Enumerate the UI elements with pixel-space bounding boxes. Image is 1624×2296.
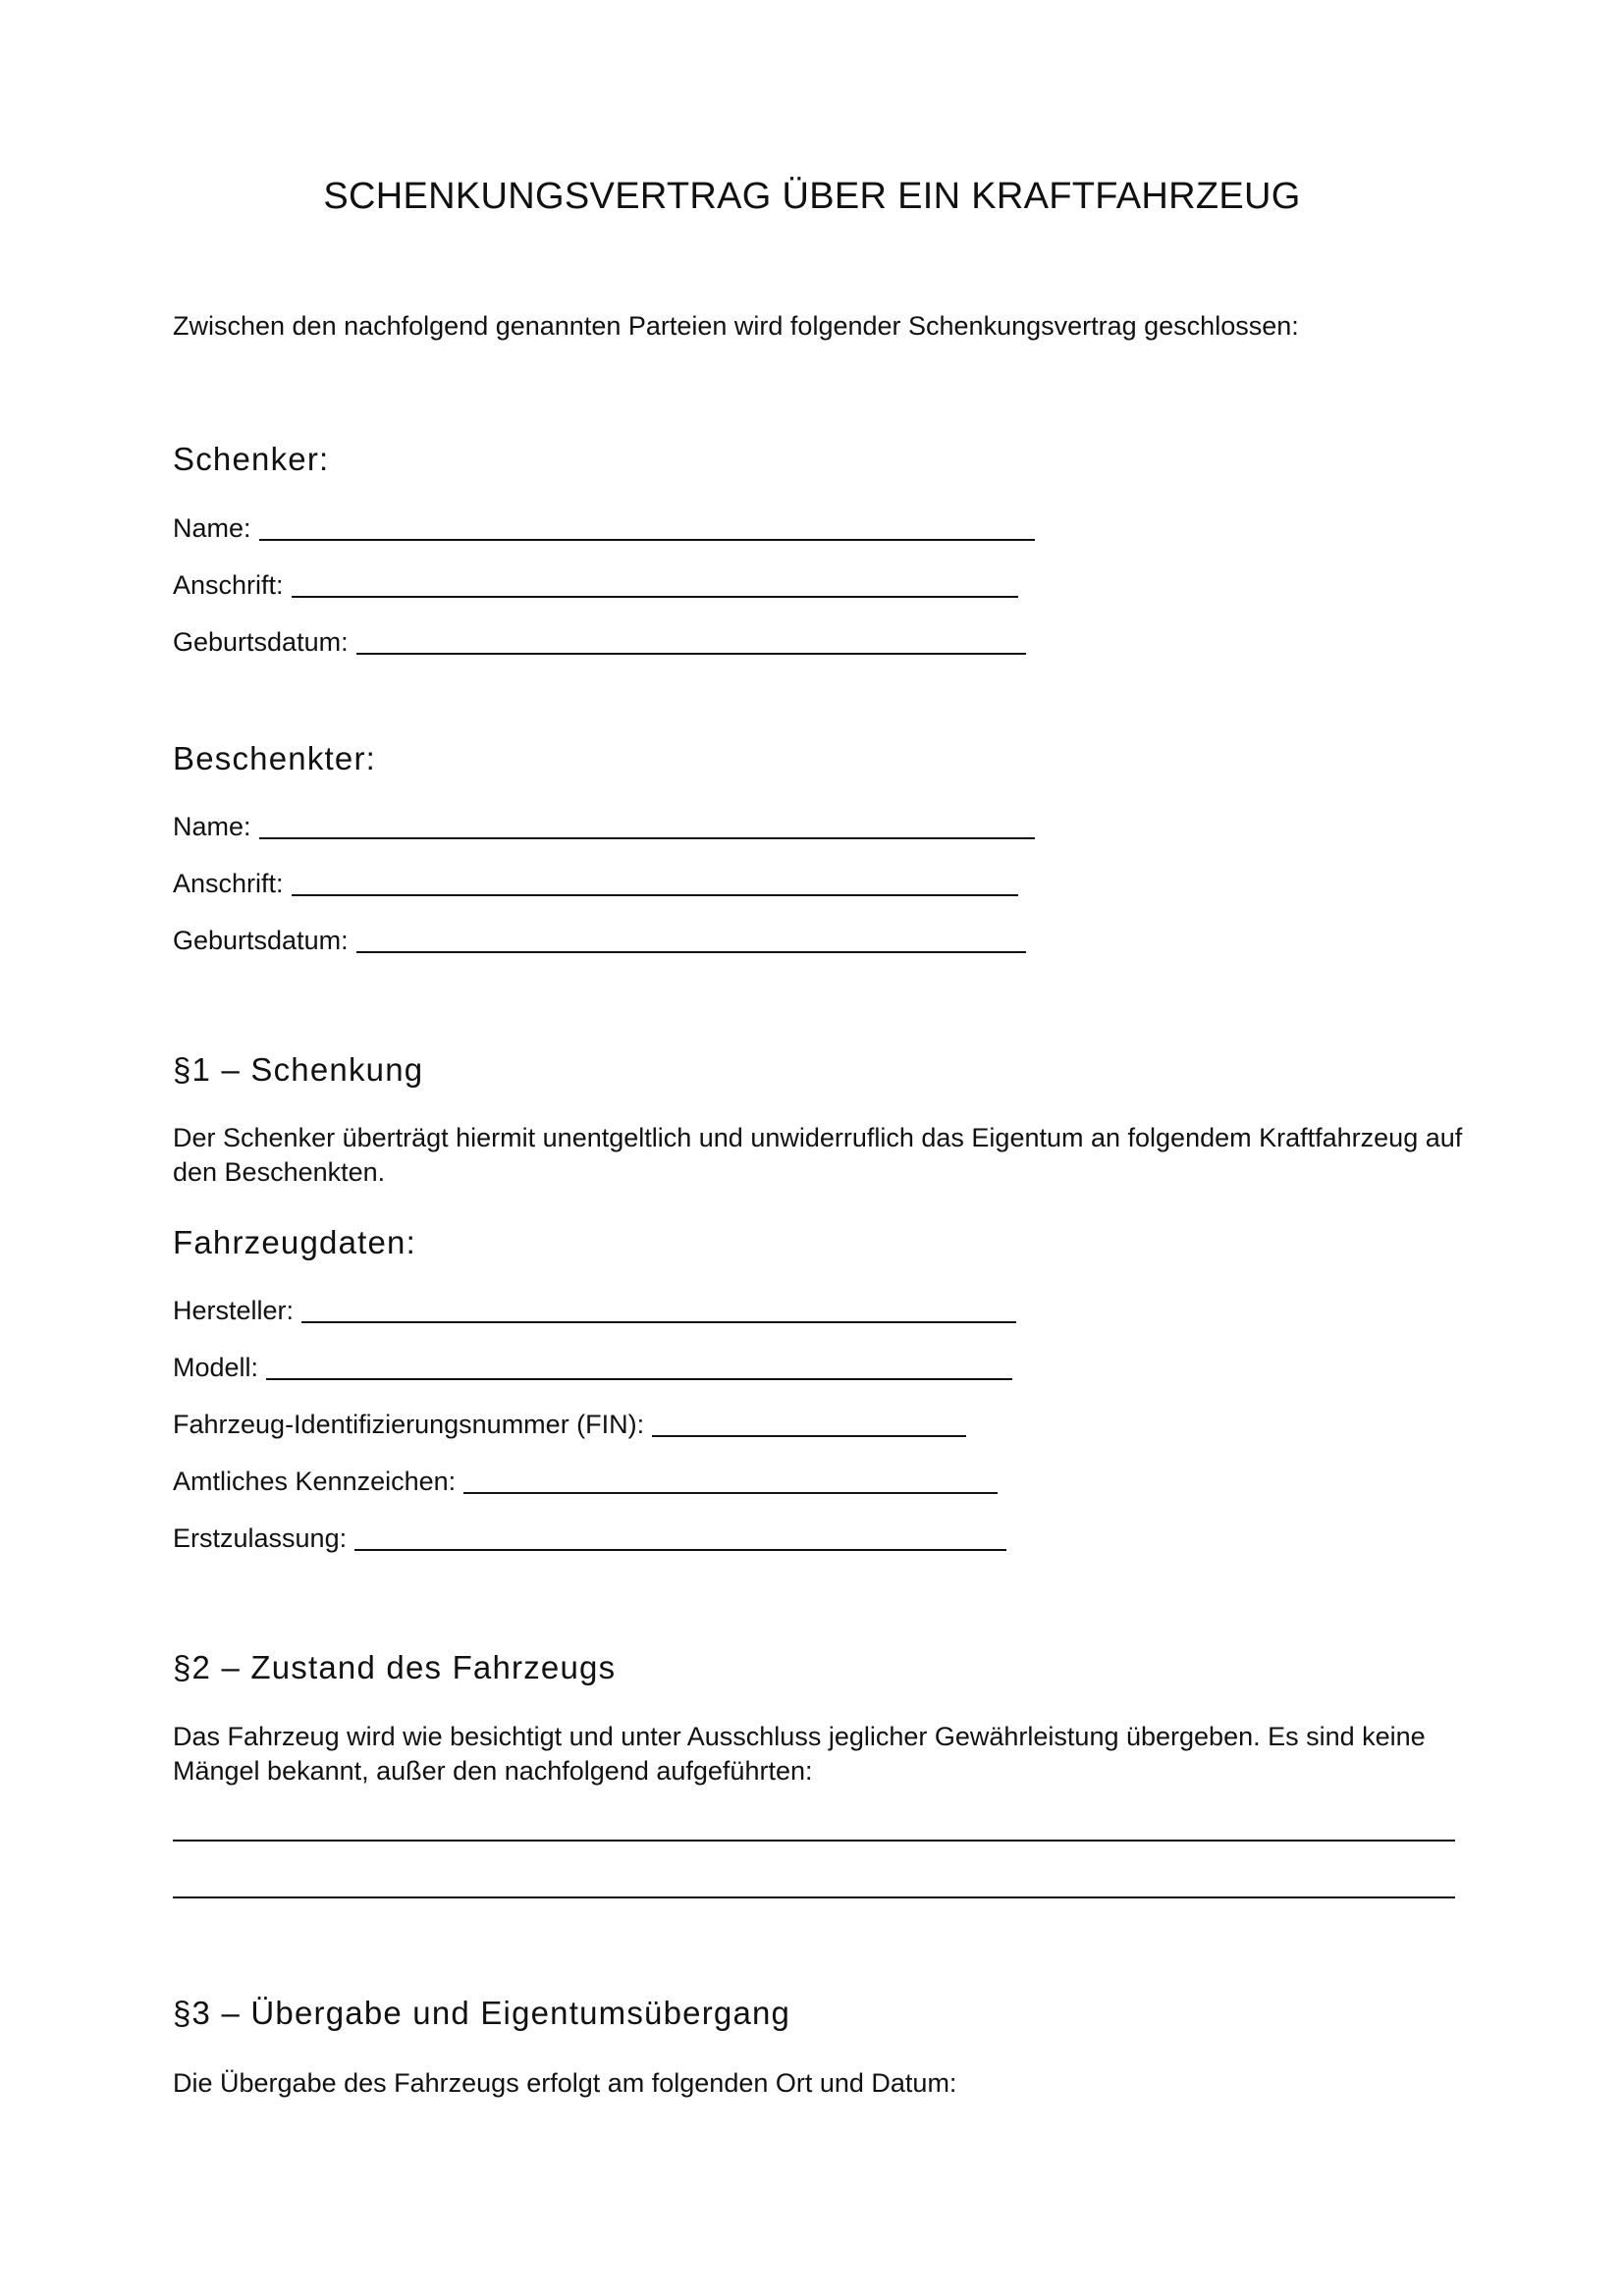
section3-heading: §3 – Übergabe und Eigentumsübergang [173, 1995, 791, 2031]
schenker-heading: Schenker: [173, 441, 330, 477]
beschenkter-geburtsdatum-field [173, 923, 1026, 958]
kennzeichen-label: Amtliches Kennzeichen: [173, 1467, 457, 1496]
schenker-anschrift-blank[interactable] [292, 570, 1018, 598]
beschenkter-anschrift-field [173, 866, 1018, 901]
beschenkter-geburtsdatum-blank[interactable] [356, 926, 1026, 953]
hersteller-label: Hersteller: [173, 1296, 295, 1325]
fahrzeugdaten-heading: Fahrzeugdaten: [173, 1224, 416, 1260]
beschenkter-anschrift-label: Anschrift: [173, 869, 284, 898]
erstzulassung-label: Erstzulassung: [173, 1523, 348, 1553]
schenker-geburtsdatum-blank[interactable] [356, 627, 1026, 655]
schenker-anschrift-field [173, 567, 1018, 603]
hersteller-field [173, 1293, 1016, 1328]
section3-text: Die Übergabe des Fahrzeugs erfolgt am folgenden Ort und Datum: [173, 2068, 957, 2098]
schenker-name-blank[interactable] [259, 513, 1035, 541]
erstzulassung-field [173, 1521, 1006, 1556]
beschenkter-geburtsdatum-label: Geburtsdatum: [173, 926, 349, 955]
kennzeichen-field [173, 1464, 998, 1499]
fin-field [173, 1407, 966, 1442]
fin-label: Fahrzeug-Identifizierungsnummer (FIN): [173, 1410, 645, 1439]
modell-field [173, 1350, 1012, 1385]
fin-blank[interactable] [652, 1410, 966, 1437]
maengel-line-1[interactable] [173, 1840, 1455, 1842]
section1-heading: §1 – Schenkung [173, 1051, 424, 1088]
kennzeichen-blank[interactable] [463, 1467, 998, 1494]
hersteller-blank[interactable] [301, 1296, 1016, 1323]
schenker-name-field [173, 510, 1035, 546]
section1-text: Der Schenker überträgt hiermit unentgeltlich und unwiderruflich das Eigentum an folgendem Kraftfahrzeug auf den Beschenkten. [173, 1123, 1463, 1187]
beschenkter-name-field [173, 809, 1035, 844]
section2-heading: §2 – Zustand des Fahrzeugs [173, 1649, 617, 1685]
schenker-anschrift-label: Anschrift: [173, 570, 284, 600]
beschenkter-heading: Beschenkter: [173, 740, 377, 776]
erstzulassung-blank[interactable] [354, 1523, 1006, 1551]
modell-label: Modell: [173, 1353, 259, 1382]
maengel-line-2[interactable] [173, 1896, 1455, 1898]
schenker-geburtsdatum-label: Geburtsdatum: [173, 627, 349, 657]
beschenkter-anschrift-blank[interactable] [292, 869, 1018, 896]
document-title: SCHENKUNGSVERTRAG ÜBER EIN KRAFTFAHRZEUG [323, 176, 1301, 217]
modell-blank[interactable] [266, 1353, 1012, 1380]
beschenkter-name-label: Name: [173, 812, 251, 841]
schenker-name-label: Name: [173, 513, 251, 543]
section2-text: Das Fahrzeug wird wie besichtigt und unter Ausschluss jeglicher Gewährleistung übergeben. Es sind keine Mängel bekannt, außer den nachfolgend aufgeführten: [173, 1722, 1426, 1786]
intro-text: Zwischen den nachfolgend genannten Parteien wird folgender Schenkungsvertrag geschlossen: [173, 311, 1299, 341]
schenker-geburtsdatum-field [173, 624, 1026, 660]
beschenkter-name-blank[interactable] [259, 812, 1035, 839]
